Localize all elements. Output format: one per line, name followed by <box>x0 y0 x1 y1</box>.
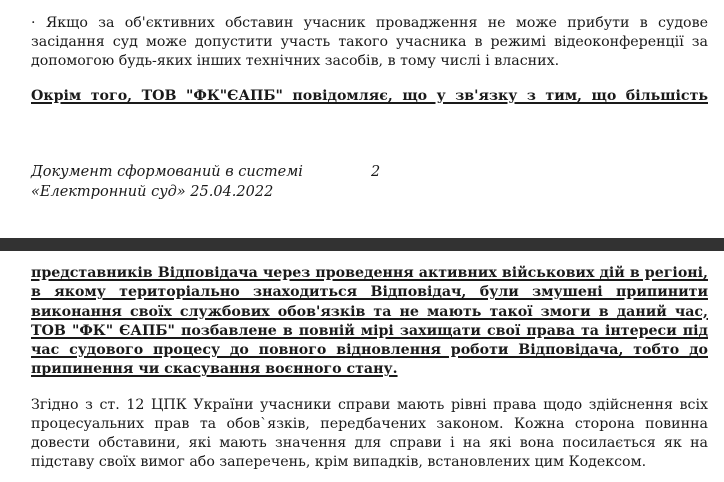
paragraph-cpc-article-12: Згідно з ст. 12 ЦПК України учасники справи мають рівні права щодо здійснення всіх процесуальних прав та обов`язків, передбачених законом. Кожна сторона повинна довести обставини, які мають значення для справи і на які вона посилається як на підставу своїх вимог або заперечень, крім випадків, встановлених цим Кодексом. <box>31 397 708 470</box>
page-number: 2 <box>371 164 381 180</box>
footer-court-date: «Електронний суд» 25.04.2022 <box>31 184 274 200</box>
paragraph-notice-bold: Окрім того, ТОВ "ФК"ЄАПБ" повідомляє, що у зв'язку з тим, що більшість <box>31 88 708 104</box>
document-page-bottom <box>0 251 724 482</box>
paragraph-videoconference: · Якщо за об'єктивних обставин учасник провадження не може прибути в судове засідання суд може допустити участь такого учасника в режимі відеоконференції за допомогою будь-яких інших технічних засобів, в тому числі і власних. <box>31 15 708 69</box>
footer-system-label: Документ сформований в системі <box>31 164 303 180</box>
paragraph-notice-continued: представників Відповідача через проведення активних військових дій в регіоні, в якому територіально знаходиться Відповідач, були змушені припинити виконання своїх службових обов'язків та не мають такої змоги в даний час, ТОВ "ФК" ЄАПБ" позбавлене в повній мірі захищати свої права та інтереси під час судового процесу до повного відновлення роботи Відповідача, тобто до припинення чи скасування воєнного стану. <box>31 265 708 378</box>
page-separator <box>0 238 724 251</box>
document-page-top <box>0 0 724 238</box>
